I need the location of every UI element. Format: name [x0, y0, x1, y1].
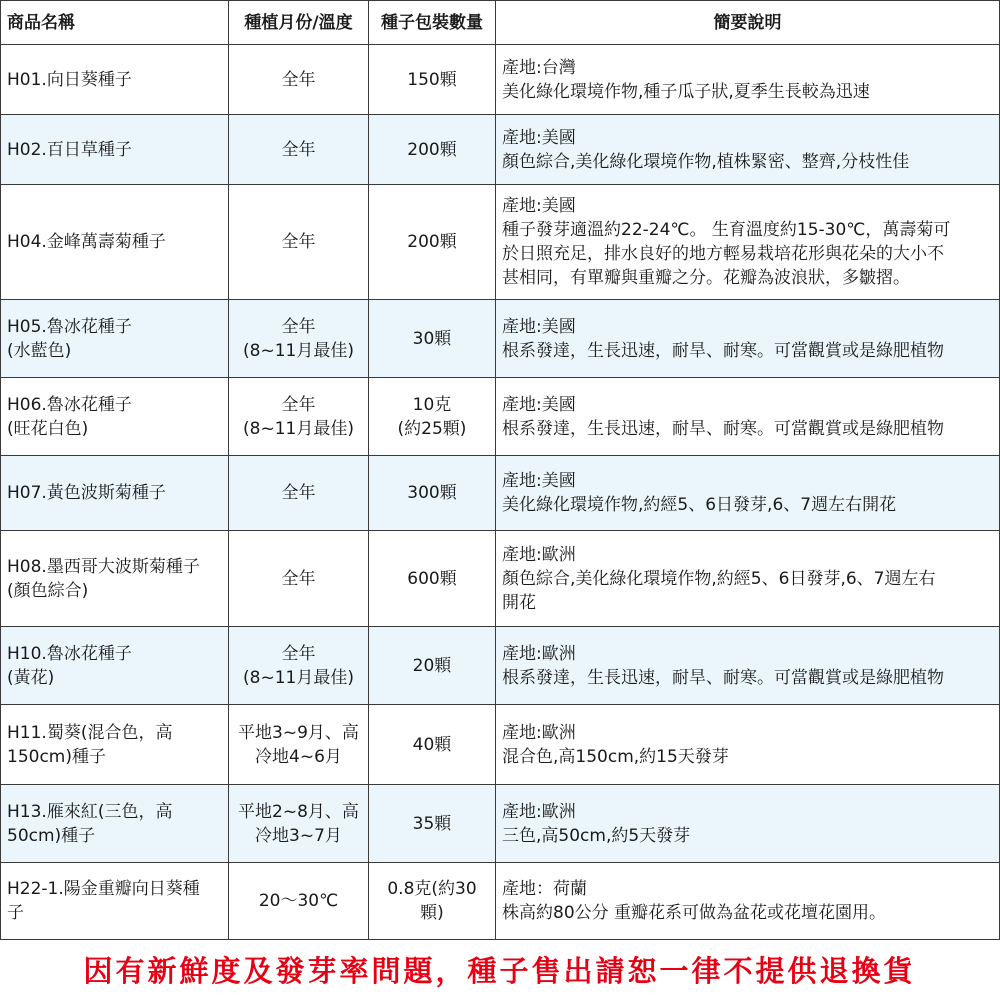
table-row — [1, 300, 1000, 378]
description-text: 產地:美國 — [502, 196, 576, 216]
table-row — [1, 45, 1000, 115]
product-name-text: 50cm)種子 — [7, 825, 96, 846]
planting-month-text: 平地3~9月、高 — [238, 722, 359, 743]
description-text: 產地:美國 — [502, 316, 576, 337]
product-name-cell — [1, 378, 229, 456]
description-cell — [496, 185, 1000, 300]
package-quantity-text: 200顆 — [407, 139, 457, 160]
planting-month-text: 20～30℃ — [258, 891, 339, 911]
description-text: 根系發達，生長迅速，耐旱、耐寒。可當觀賞或是綠肥植物 — [502, 667, 944, 688]
description-cell — [496, 456, 1000, 531]
product-name-text: H06.魯冰花種子 — [7, 394, 132, 415]
planting-month-text: (8~11月最佳) — [243, 418, 354, 439]
description-cell — [496, 378, 1000, 456]
planting-month-text: 全年 — [281, 643, 316, 664]
planting-month-cell — [229, 300, 369, 378]
header-planting-month: 種植月份/溫度 — [229, 1, 369, 45]
description-cell — [496, 705, 1000, 785]
planting-month-text: 冷地3~7月 — [255, 825, 342, 846]
description-text: 株高約80公分 重瓣花系可做為盆花或花壇花園用。 — [502, 903, 887, 923]
description-text: 美化綠化環境作物,種子瓜子狀,夏季生長較為迅速 — [502, 81, 870, 102]
description-text: 根系發達，生長迅速，耐旱、耐寒。可當觀賞或是綠肥植物 — [502, 340, 944, 361]
description-text: 產地:美國 — [502, 471, 576, 491]
product-name-cell — [1, 863, 229, 940]
table-row — [1, 863, 1000, 940]
no-return-notice: 因有新鮮度及發芽率問題，種子售出請恕一律不提供退換貨 — [83, 954, 916, 988]
product-name-text: H02.百日草種子 — [7, 139, 132, 160]
planting-month-cell — [229, 45, 369, 115]
planting-month-text: 平地2~8月、高 — [238, 801, 359, 822]
description-cell — [496, 115, 1000, 185]
product-name-text: (旺花白色) — [7, 418, 89, 439]
header-product-name: 商品名稱 — [1, 1, 229, 45]
description-text: 產地:美國 — [502, 394, 576, 415]
planting-month-text: 全年 — [281, 316, 316, 337]
package-quantity-cell — [369, 785, 496, 863]
table-row — [1, 456, 1000, 531]
header-package-quantity: 種子包裝數量 — [369, 1, 496, 45]
description-cell — [496, 627, 1000, 705]
description-text: 開花 — [502, 592, 536, 613]
package-quantity-text: 顆) — [420, 903, 444, 923]
planting-month-cell — [229, 705, 369, 785]
table-row — [1, 378, 1000, 456]
table-row — [1, 531, 1000, 627]
package-quantity-cell — [369, 45, 496, 115]
product-name-cell — [1, 115, 229, 185]
planting-month-cell — [229, 785, 369, 863]
description-cell — [496, 531, 1000, 627]
planting-month-cell — [229, 531, 369, 627]
package-quantity-text: 200顆 — [407, 232, 457, 252]
product-name-text: (黃花) — [7, 667, 55, 688]
table-body — [1, 45, 1000, 940]
description-text: 種子發芽適溫約22-24℃。 生育溫度約15-30℃，萬壽菊可 — [502, 220, 951, 240]
product-name-text: H08.墨西哥大波斯菊種子 — [7, 556, 200, 577]
header-description: 簡要說明 — [496, 1, 1000, 45]
description-cell — [496, 863, 1000, 940]
table-row — [1, 627, 1000, 705]
package-quantity-text: 40顆 — [412, 734, 452, 755]
planting-month-cell — [229, 863, 369, 940]
product-name-text: (顏色綜合) — [7, 580, 89, 601]
planting-month-text: 全年 — [281, 232, 316, 252]
description-text: 美化綠化環境作物,約經5、6日發芽,6、7週左右開花 — [502, 495, 897, 515]
planting-month-text: (8~11月最佳) — [243, 340, 354, 361]
product-name-text: H22-1.陽金重瓣向日葵種 — [7, 879, 200, 899]
package-quantity-cell — [369, 627, 496, 705]
package-quantity-text: 10克 — [412, 394, 452, 415]
description-cell — [496, 785, 1000, 863]
product-name-text: 子 — [7, 903, 24, 923]
product-name-text: H05.魯冰花種子 — [7, 316, 132, 337]
planting-month-cell — [229, 378, 369, 456]
package-quantity-text: 35顆 — [412, 813, 452, 834]
package-quantity-cell — [369, 705, 496, 785]
table-row — [1, 115, 1000, 185]
package-quantity-cell — [369, 378, 496, 456]
description-text: 產地:歐洲 — [502, 801, 576, 822]
package-quantity-text: 30顆 — [412, 328, 452, 349]
product-name-text: H07.黃色波斯菊種子 — [7, 483, 166, 503]
product-name-text: (水藍色) — [7, 340, 72, 361]
product-name-cell — [1, 45, 229, 115]
description-text: 三色,高50cm,約5天發芽 — [502, 825, 691, 846]
product-name-text: H10.魯冰花種子 — [7, 643, 132, 664]
planting-month-cell — [229, 627, 369, 705]
description-text: 甚相同，有單瓣與重瓣之分。花瓣為波浪狀，多皺摺。 — [502, 268, 910, 288]
description-text: 混合色,高150cm,約15天發芽 — [502, 746, 729, 767]
package-quantity-cell — [369, 531, 496, 627]
description-text: 產地:美國 — [502, 127, 576, 148]
product-name-text: H13.雁來紅(三色，高 — [7, 801, 173, 822]
description-text: 產地:歐洲 — [502, 722, 576, 743]
product-name-text: H04.金峰萬壽菊種子 — [7, 232, 166, 252]
package-quantity-text: 20顆 — [412, 655, 452, 676]
table-row — [1, 785, 1000, 863]
description-text: 產地:台灣 — [502, 57, 576, 78]
planting-month-text: 全年 — [281, 394, 316, 415]
product-name-cell — [1, 456, 229, 531]
planting-month-cell — [229, 456, 369, 531]
table-header-row — [1, 1, 1000, 45]
package-quantity-cell — [369, 185, 496, 300]
description-text: 產地：荷蘭 — [502, 879, 587, 899]
product-name-text: H11.蜀葵(混合色，高 — [7, 722, 173, 743]
product-name-cell — [1, 705, 229, 785]
table-row — [1, 705, 1000, 785]
planting-month-text: 全年 — [281, 568, 316, 589]
table-row — [1, 185, 1000, 300]
description-cell — [496, 300, 1000, 378]
description-cell — [496, 45, 1000, 115]
package-quantity-cell — [369, 863, 496, 940]
package-quantity-cell — [369, 456, 496, 531]
package-quantity-cell — [369, 300, 496, 378]
package-quantity-text: 300顆 — [407, 483, 457, 503]
planting-month-text: 全年 — [281, 69, 316, 90]
description-text: 顏色綜合,美化綠化環境作物,植株緊密、整齊,分枝性佳 — [502, 151, 910, 172]
package-quantity-text: 150顆 — [407, 69, 457, 90]
product-name-cell — [1, 300, 229, 378]
planting-month-text: (8~11月最佳) — [243, 667, 354, 688]
description-text: 根系發達，生長迅速，耐旱、耐寒。可當觀賞或是綠肥植物 — [502, 418, 944, 439]
package-quantity-cell — [369, 115, 496, 185]
package-quantity-text: 600顆 — [407, 568, 457, 589]
description-text: 顏色綜合,美化綠化環境作物,約經5、6日發芽,6、7週左右 — [502, 568, 936, 589]
product-name-cell — [1, 627, 229, 705]
planting-month-cell — [229, 115, 369, 185]
planting-month-text: 冷地4~6月 — [255, 746, 342, 767]
planting-month-text: 全年 — [281, 483, 316, 503]
planting-month-cell — [229, 185, 369, 300]
product-name-text: 150cm)種子 — [7, 746, 106, 767]
product-name-text: H01.向日葵種子 — [7, 69, 132, 90]
product-name-cell — [1, 531, 229, 627]
description-text: 產地:歐洲 — [502, 544, 576, 565]
description-text: 於日照充足，排水良好的地方輕易栽培花形與花朵的大小不 — [502, 244, 944, 264]
product-name-cell — [1, 185, 229, 300]
package-quantity-text: 0.8克(約30 — [387, 879, 477, 899]
planting-month-text: 全年 — [281, 139, 316, 160]
package-quantity-text: (約25顆) — [397, 418, 467, 439]
description-text: 產地:歐洲 — [502, 643, 576, 664]
product-name-cell — [1, 785, 229, 863]
